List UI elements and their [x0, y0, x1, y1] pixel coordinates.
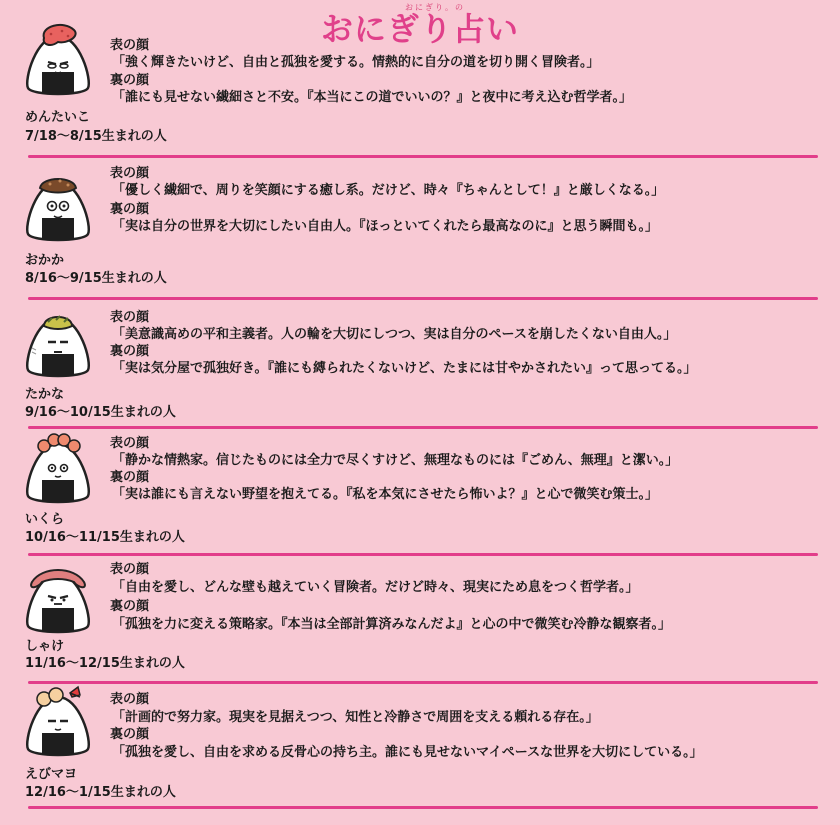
front-text: 「強く輝きたいけど、自由と孤独を愛する。情熱的に自分の道を切り開く冒険者。」 [112, 55, 600, 70]
onigiri-mentaiko-icon [18, 22, 98, 102]
divider [28, 297, 818, 300]
entry-dates: 7/18〜8/15生まれの人 [25, 129, 167, 144]
back-text: 「実は誰にも言えない野望を抱えてる。『私を本気にさせたら怖いよ？』と心で微笑む策士。」 [112, 487, 659, 502]
onigiri-okaka-icon [18, 168, 98, 248]
entry-name: いくら [25, 512, 65, 527]
front-label: 表の顔 [110, 562, 150, 577]
divider [28, 806, 818, 809]
front-text: 「自由を愛し、どんな壁も越えていく冒険者。だけど時々、現実にため息をつく哲学者。」 [112, 580, 639, 595]
front-label: 表の顔 [110, 166, 150, 181]
onigiri-shake-icon [18, 560, 98, 640]
back-text: 「孤独を愛し、自由を求める反骨心の持ち主。誰にも見せないマイペースな世界を大切にしている。」 [112, 745, 703, 760]
page-title: おにぎり占い [320, 10, 519, 48]
entry-dates: 11/16〜12/15生まれの人 [25, 656, 185, 671]
front-text: 「計画的で努力家。現実を見据えつつ、知性と冷静さで周囲を支える頼れる存在。」 [112, 710, 599, 725]
back-text: 「孤独を力に変える策略家。『本当は全部計算済みなんだよ』と心の中で微笑む冷静な観察者。」 [112, 617, 672, 632]
entry-name: めんたいこ [25, 110, 91, 125]
back-text: 「実は気分屋で孤独好き。『誰にも縛られたくないけど、たまには甘やかされたい』って思ってる。」 [112, 361, 697, 376]
back-label: 裏の顔 [110, 73, 150, 88]
entry-name: しゃけ [25, 639, 65, 654]
entry-name: たかな [25, 387, 65, 402]
onigiri-ebimayo-icon [18, 683, 98, 763]
front-text: 「静かな情熱家。信じたものには全力で尽くすけど、無理なものには『ごめん、無理』と潔い。」 [112, 453, 679, 468]
divider [28, 681, 818, 684]
entry-dates: 10/16〜11/15生まれの人 [25, 530, 185, 545]
front-text: 「優しく繊細で、周りを笑顔にする癒し系。だけど、時々『ちゃんとして！』と厳しくなる。」 [112, 183, 665, 198]
entry-dates: 9/16〜10/15生まれの人 [25, 405, 176, 420]
onigiri-takana-icon [18, 304, 98, 384]
entry-name: えびマヨ [25, 767, 78, 782]
back-label: 裏の顔 [110, 599, 150, 614]
back-label: 裏の顔 [110, 202, 150, 217]
title-ruby: おにぎり。の [405, 3, 465, 12]
back-text: 「実は自分の世界を大切にしたい自由人。『ほっといてくれたら最高なのに』と思う瞬間も。」 [112, 219, 659, 234]
entry-dates: 8/16〜9/15生まれの人 [25, 271, 167, 286]
divider [28, 426, 818, 429]
back-text: 「誰にも見せない繊細さと不安。『本当にこの道でいいの？』と夜中に考え込む哲学者。」 [112, 90, 633, 105]
front-label: 表の顔 [110, 310, 150, 325]
entry-dates: 12/16〜1/15生まれの人 [25, 785, 176, 800]
front-text: 「美意識高めの平和主義者。人の輪を大切にしつつ、実は自分のペースを崩したくない自由人。」 [112, 327, 677, 342]
front-label: 表の顔 [110, 436, 150, 451]
divider [28, 553, 818, 556]
back-label: 裏の顔 [110, 344, 150, 359]
entry-name: おかか [25, 253, 65, 268]
front-label: 表の顔 [110, 38, 150, 53]
divider [28, 155, 818, 158]
back-label: 裏の顔 [110, 727, 150, 742]
back-label: 裏の顔 [110, 470, 150, 485]
onigiri-ikura-icon [18, 430, 98, 510]
front-label: 表の顔 [110, 692, 150, 707]
